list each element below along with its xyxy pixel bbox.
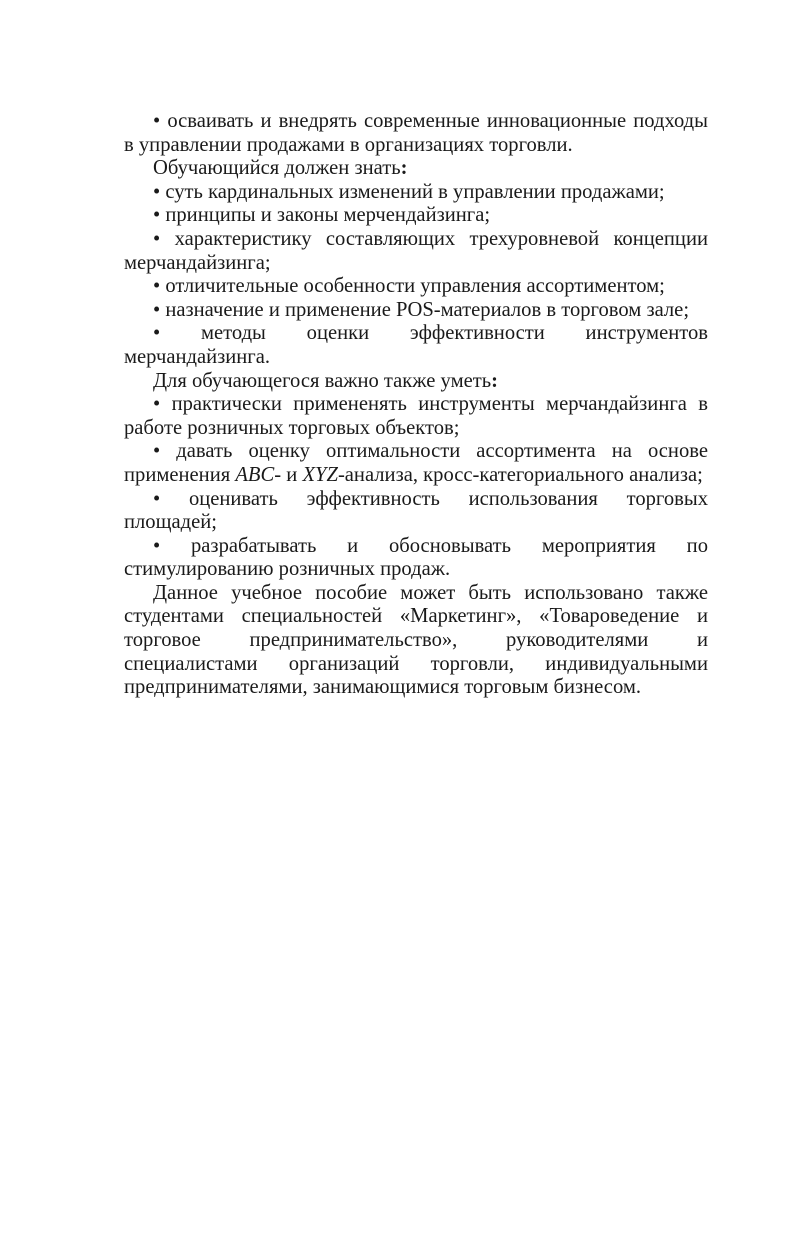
bullet-item: • отличительные особенности управления ассортиментом; <box>124 275 708 299</box>
bullet-item: • суть кардинальных изменений в управлении продажами; <box>124 181 708 205</box>
text-run: -анализа, кросс-категориального анализа; <box>337 463 703 486</box>
bullet-item: • методы оценки эффективности инструментов мерчандайзинга. <box>124 322 708 369</box>
heading-colon: : <box>491 369 498 392</box>
body-paragraph: Данное учебное пособие может быть использовано также студентами специальностей «Маркетинг», «Товароведение и торговое предпринимательство», руководителями и специалистами организаций торговли, индивидуальными предпринимателями, занимающимися торговым бизнесом. <box>124 581 708 699</box>
bullet-item: • оценивать эффективность использования торговых площадей; <box>124 488 708 535</box>
bullet-item: • практически примененять инструменты мерчандайзинга в работе розничных торговых объектов; <box>124 393 708 440</box>
document-page <box>124 110 708 700</box>
section-heading <box>124 370 708 394</box>
heading-text: Для обучающегося важно также уметь <box>153 369 492 392</box>
text-run: - и <box>274 463 303 486</box>
bullet-item <box>124 440 708 487</box>
bullet-item: • принципы и законы мерчендайзинга; <box>124 204 708 228</box>
bullet-item: • разрабатывать и обосновывать мероприятия по стимулированию розничных продаж. <box>124 535 708 582</box>
section-heading <box>124 157 708 181</box>
heading-colon: : <box>400 157 408 180</box>
xyz-term: XYZ <box>302 463 338 486</box>
heading-text: Обучающийся должен знать <box>153 157 401 180</box>
bullet-item: • осваивать и внедрять современные инновационные подходы в управлении продажами в организациях торговли. <box>124 110 708 157</box>
bullet-item: • характеристику составляющих трехуровневой концепции мерчандайзинга; <box>124 228 708 275</box>
bullet-item: • назначение и применение POS-материалов в торговом зале; <box>124 299 708 323</box>
text-run: давать оценку оптимальности ассортимента на основе применения <box>124 440 708 486</box>
abc-term: ABC <box>235 463 275 486</box>
